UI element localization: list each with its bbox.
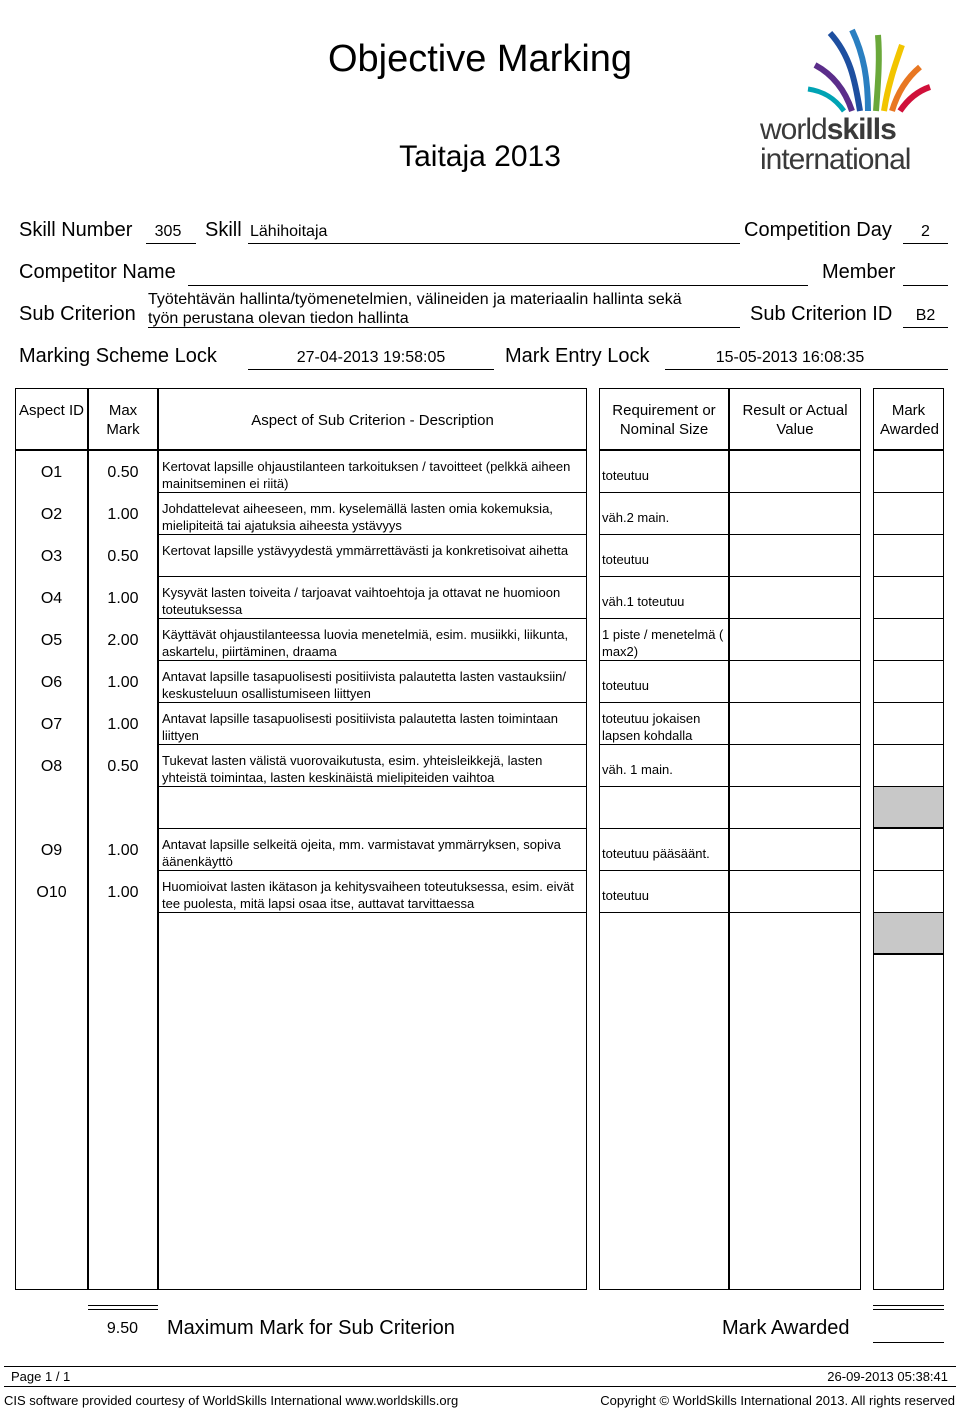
page-title: Objective Marking <box>327 38 633 80</box>
footer-rule-bottom <box>4 1386 956 1387</box>
aspect-id: O1 <box>40 464 63 481</box>
row-sep <box>729 828 861 829</box>
column-aspect-id <box>15 450 88 1290</box>
row-sep <box>873 702 944 703</box>
worldskills-swirl-icon <box>760 25 935 115</box>
marking-lock-label: Marking Scheme Lock <box>19 345 217 367</box>
aspect-description: Antavat lapsille tasapuolisesti positiivista palautetta lasten toimintaan liittyen <box>162 711 559 743</box>
requirement: toteutuu <box>602 888 649 903</box>
row-sep <box>729 870 861 871</box>
sub-criterion-line2: työn perustana olevan tiedon hallinta <box>148 310 409 327</box>
row-sep <box>729 618 861 619</box>
max-mark: 0.50 <box>107 464 139 481</box>
row-sep <box>158 534 587 535</box>
sub-criterion-id-value: B2 <box>915 307 936 324</box>
row-sep <box>873 660 944 661</box>
row-sep <box>729 576 861 577</box>
row-sep <box>729 660 861 661</box>
aspect-description: Antavat lapsille selkeitä ojeita, mm. varmistavat ymmärryksen, sopiva äänenkäyttö <box>162 837 561 869</box>
max-mark: 2.00 <box>107 632 139 649</box>
awarded-blocked-cell <box>873 912 944 954</box>
competitor-name-underline <box>188 285 808 286</box>
sub-criterion-line1: Työtehtävän hallinta/työmenetelmien, välineiden ja materiaalin hallinta sekä <box>148 291 682 308</box>
skill-underline <box>248 243 740 244</box>
aspect-description: Kertovat lapsille ystävyydestä ymmärrettävästi ja konkretisoivat aihetta <box>162 543 569 558</box>
requirement: toteutuu pääsäänt. <box>602 846 710 861</box>
logo-international: international <box>760 143 911 176</box>
row-sep <box>599 660 729 661</box>
row-sep <box>873 870 944 871</box>
row-sep <box>729 492 861 493</box>
row-sep <box>729 534 861 535</box>
row-sep <box>599 534 729 535</box>
row-sep <box>873 828 944 829</box>
max-mark: 1.00 <box>107 716 139 733</box>
worldskills-logo <box>760 25 935 180</box>
row-sep <box>158 786 587 787</box>
aspect-id: O6 <box>40 674 63 691</box>
header-awarded: Mark Awarded <box>873 388 944 450</box>
skill-number-value: 305 <box>154 223 182 240</box>
row-sep <box>158 828 587 829</box>
skill-label: Skill <box>205 219 242 241</box>
row-sep <box>599 744 729 745</box>
courtesy-text: CIS software provided courtesy of WorldSkills International www.worldskills.org <box>4 1393 459 1408</box>
max-mark: 1.00 <box>107 506 139 523</box>
aspect-id: O10 <box>36 884 67 901</box>
row-sep <box>158 492 587 493</box>
sub-criterion-underline <box>148 327 740 328</box>
row-sep <box>599 492 729 493</box>
marking-lock-underline <box>248 369 494 370</box>
aspect-id: O8 <box>40 758 63 775</box>
row-sep <box>599 702 729 703</box>
aspect-description: Antavat lapsille tasapuolisesti positiivista palautetta lasten vastauksiin/ keskusteluun osallistumiseen liittyen <box>162 669 566 701</box>
copyright-text: Copyright © WorldSkills International 2013. All rights reserved <box>600 1393 955 1408</box>
requirement: väh.1 toteutuu <box>602 594 685 609</box>
member-label: Member <box>822 261 896 283</box>
max-mark: 0.50 <box>107 548 139 565</box>
aspect-id: O2 <box>40 506 63 523</box>
row-sep <box>158 870 587 871</box>
total-double-rule-top <box>88 1305 158 1306</box>
requirement: toteutuu <box>602 552 649 567</box>
max-mark-label: Maximum Mark for Sub Criterion <box>167 1317 455 1339</box>
row-sep <box>158 576 587 577</box>
competitor-name-label: Competitor Name <box>19 261 176 283</box>
aspect-id: O4 <box>40 590 63 607</box>
max-mark: 0.50 <box>107 758 139 775</box>
requirement: 1 piste / menetelmä ( max2) <box>602 627 724 659</box>
aspect-description: Käyttävät ohjaustilanteessa luovia menetelmiä, esim. musiikki, liikunta, askartelu, piirtäminen, draama <box>162 627 569 659</box>
requirement: väh. 1 main. <box>602 762 673 777</box>
requirement: toteutuu <box>602 468 649 483</box>
row-sep <box>729 702 861 703</box>
mark-awarded-label: Mark Awarded <box>722 1317 850 1339</box>
requirement: väh.2 main. <box>602 510 670 525</box>
header-result: Result or Actual Value <box>729 388 861 450</box>
competition-day-underline <box>903 243 948 244</box>
skill-number-label: Skill Number <box>19 219 133 241</box>
logo-skills: skills <box>826 113 896 146</box>
requirement: toteutuu <box>602 678 649 693</box>
requirement: toteutuu jokaisen lapsen kohdalla <box>602 711 701 743</box>
awarded-total-underline <box>873 1342 944 1343</box>
row-sep <box>873 954 944 955</box>
aspect-id: O5 <box>40 632 63 649</box>
page-subtitle: Taitaja 2013 <box>399 140 561 173</box>
aspect-description: Johdattelevat aiheeseen, mm. kyselemällä lasten omia kokemuksia, mielipiteitä tai ajatuksia aiheesta ystävyys <box>162 501 553 533</box>
skill-number-underline <box>146 243 196 244</box>
row-sep <box>599 618 729 619</box>
footer-rule <box>4 1366 956 1367</box>
row-sep <box>729 786 861 787</box>
awarded-double-rule-bottom <box>873 1309 944 1310</box>
awarded-blocked-cell <box>873 786 944 828</box>
print-timestamp: 26-09-2013 05:38:41 <box>827 1369 948 1384</box>
aspect-description: Huomioivat lasten ikätason ja kehitysvaiheen toteutuksessa, esim. eivät tee puolesta, mitä lapsi osaa itse, auttavat tarvittaessa <box>162 879 574 911</box>
row-sep <box>158 912 587 913</box>
entry-lock-underline <box>665 369 948 370</box>
skill-value: Lähihoitaja <box>250 223 328 240</box>
row-sep <box>158 702 587 703</box>
row-sep <box>729 912 861 913</box>
member-underline <box>903 285 948 286</box>
row-sep <box>158 744 587 745</box>
total-double-rule-bottom <box>88 1309 158 1310</box>
max-mark: 1.00 <box>107 884 139 901</box>
awarded-double-rule-top <box>873 1305 944 1306</box>
sub-criterion-id-underline <box>903 327 948 328</box>
row-sep <box>873 618 944 619</box>
marking-lock-value: 27-04-2013 19:58:05 <box>296 349 446 366</box>
max-total: 9.50 <box>106 1320 138 1337</box>
row-sep <box>599 912 729 913</box>
row-sep <box>599 828 729 829</box>
header-description: Aspect of Sub Criterion - Description <box>158 388 587 450</box>
aspect-description: Tukevat lasten välistä vuorovaikutusta, esim. yhteisleikkejä, lasten yhteistä toimintaa, lasten keskinäistä mielipiteiden vaihtoa <box>162 753 543 785</box>
aspect-id: O7 <box>40 716 63 733</box>
page-number: Page 1 / 1 <box>11 1369 71 1384</box>
logo-world: world <box>760 113 827 146</box>
max-mark: 1.00 <box>107 674 139 691</box>
aspect-description: Kysyvät lasten toiveita / tarjoavat vaihtoehtoja ja ottavat ne huomioon toteutuksessa <box>162 585 561 617</box>
aspect-id: O9 <box>40 842 63 859</box>
sub-criterion-id-label: Sub Criterion ID <box>750 303 893 325</box>
row-sep <box>873 744 944 745</box>
competition-day-label: Competition Day <box>744 219 892 241</box>
competition-day-value: 2 <box>921 223 930 240</box>
row-sep <box>599 870 729 871</box>
row-sep <box>729 744 861 745</box>
row-sep <box>873 534 944 535</box>
max-mark: 1.00 <box>107 842 139 859</box>
column-max-mark <box>88 450 158 1290</box>
row-sep <box>158 660 587 661</box>
row-sep <box>599 576 729 577</box>
aspect-id: O3 <box>40 548 63 565</box>
header-requirement: Requirement or Nominal Size <box>599 388 729 450</box>
header-max-mark: Max Mark <box>88 388 158 450</box>
row-sep <box>599 786 729 787</box>
row-sep <box>873 576 944 577</box>
sub-criterion-label: Sub Criterion <box>19 303 136 325</box>
aspect-description: Kertovat lapsille ohjaustilanteen tarkoituksen / tavoitteet (pelkkä aiheen mainitseminen ei riitä) <box>162 459 571 491</box>
row-sep <box>873 492 944 493</box>
max-mark: 1.00 <box>107 590 139 607</box>
header-aspect-id: Aspect ID <box>15 388 88 450</box>
row-sep <box>158 618 587 619</box>
entry-lock-value: 15-05-2013 16:08:35 <box>715 349 865 366</box>
entry-lock-label: Mark Entry Lock <box>505 345 650 367</box>
